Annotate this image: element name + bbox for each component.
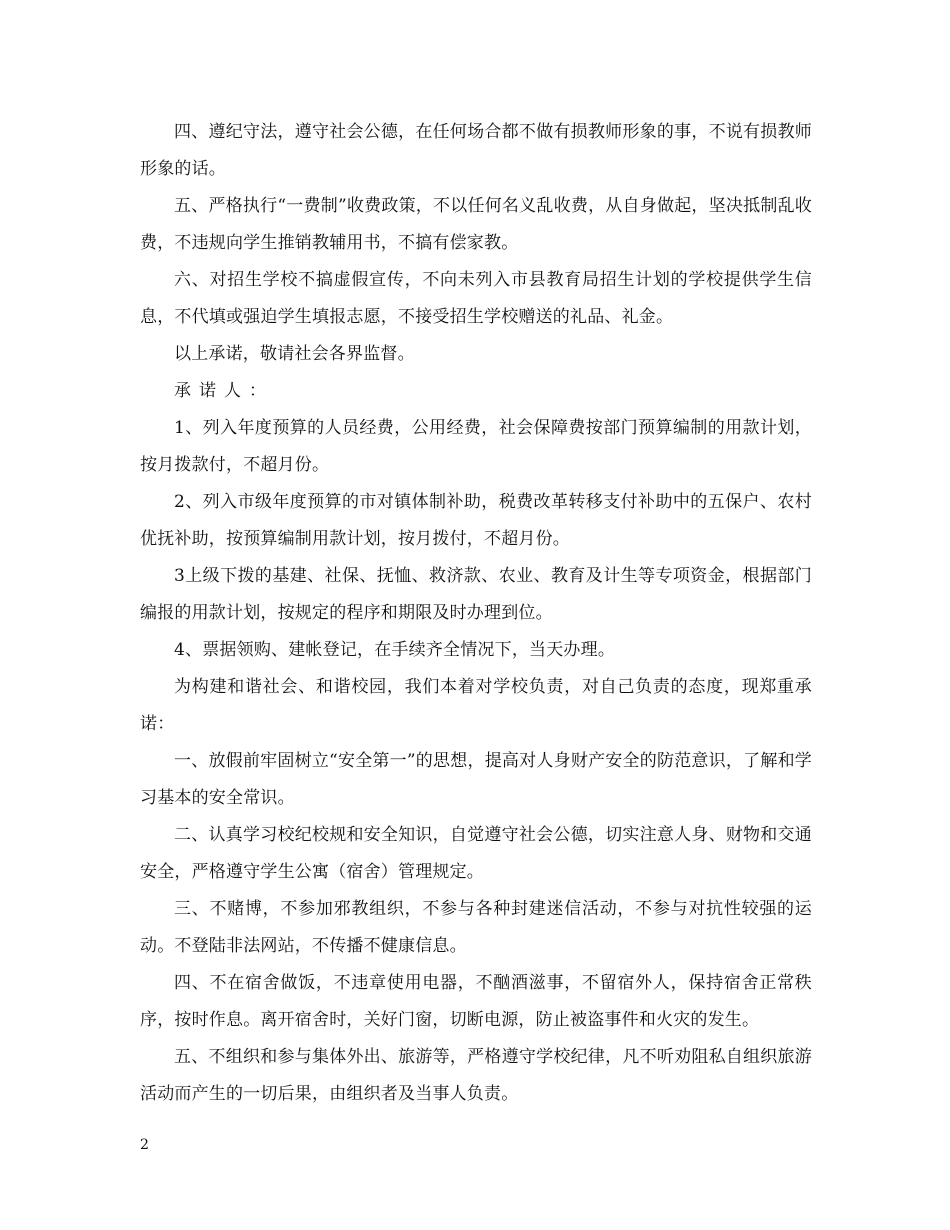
document-body (140, 114, 812, 1113)
page-number: 2 (140, 1137, 149, 1153)
paragraph: 二、认真学习校纪校规和安全知识，自觉遵守社会公德，切实注意人身、财物和交通安全，严格遵守学生公寓（宿舍）管理规定。 (140, 825, 812, 882)
paragraph: 五、严格执行“一费制”收费政策，不以任何名义乱收费，从自身做起，坚决抵制乱收费，不违规向学生推销教辅用书，不搞有偿家教。 (140, 196, 812, 253)
paragraph: 3上级下拨的基建、社保、抚恤、救济款、农业、教育及计生等专项资金，根据部门编报的用款计划，按规定的程序和期限及时办理到位。 (140, 566, 812, 623)
paragraph: 为构建和谐社会、和谐校园，我们本着对学校负责，对自己负责的态度，现郑重承诺： (140, 677, 812, 734)
paragraph: 五、不组织和参与集体外出、旅游等，严格遵守学校纪律，凡不听劝阻私自组织旅游活动而产生的一切后果，由组织者及当事人负责。 (140, 1047, 812, 1104)
paragraph: 4、票据领购、建帐登记，在手续齐全情况下，当天办理。 (174, 640, 616, 660)
paragraph: 四、不在宿舍做饭，不违章使用电器，不酗酒滋事，不留宿外人，保持宿舍正常秩序，按时作息。离开宿舍时，关好门窗，切断电源，防止被盗事件和火灾的发生。 (140, 973, 812, 1030)
paragraph: 2、列入市级年度预算的市对镇体制补助，税费改革转移支付补助中的五保户、农村优抚补助，按预算编制用款计划，按月拨付，不超月份。 (140, 492, 812, 549)
paragraph: 四、遵纪守法，遵守社会公德，在任何场合都不做有损教师形象的事，不说有损教师形象的话。 (140, 122, 812, 179)
paragraph: 一、放假前牢固树立“安全第一”的思想，提高对人身财产安全的防范意识，了解和学习基本的安全常识。 (140, 751, 812, 808)
paragraph: 三、不赌博，不参加邪教组织，不参与各种封建迷信活动，不参与对抗性较强的运动。不登陆非法网站，不传播不健康信息。 (140, 899, 812, 956)
paragraph: 六、对招生学校不搞虚假宣传，不向未列入市县教育局招生计划的学校提供学生信息，不代填或强迫学生填报志愿，不接受招生学校赠送的礼品、礼金。 (140, 270, 812, 327)
paragraph: 1、列入年度预算的人员经费，公用经费，社会保障费按部门预算编制的用款计划，按月拨款付，不超月份。 (140, 418, 812, 475)
signatory-label: 承诺人： (174, 381, 274, 401)
paragraph: 以上承诺，敬请社会各界监督。 (174, 344, 415, 364)
